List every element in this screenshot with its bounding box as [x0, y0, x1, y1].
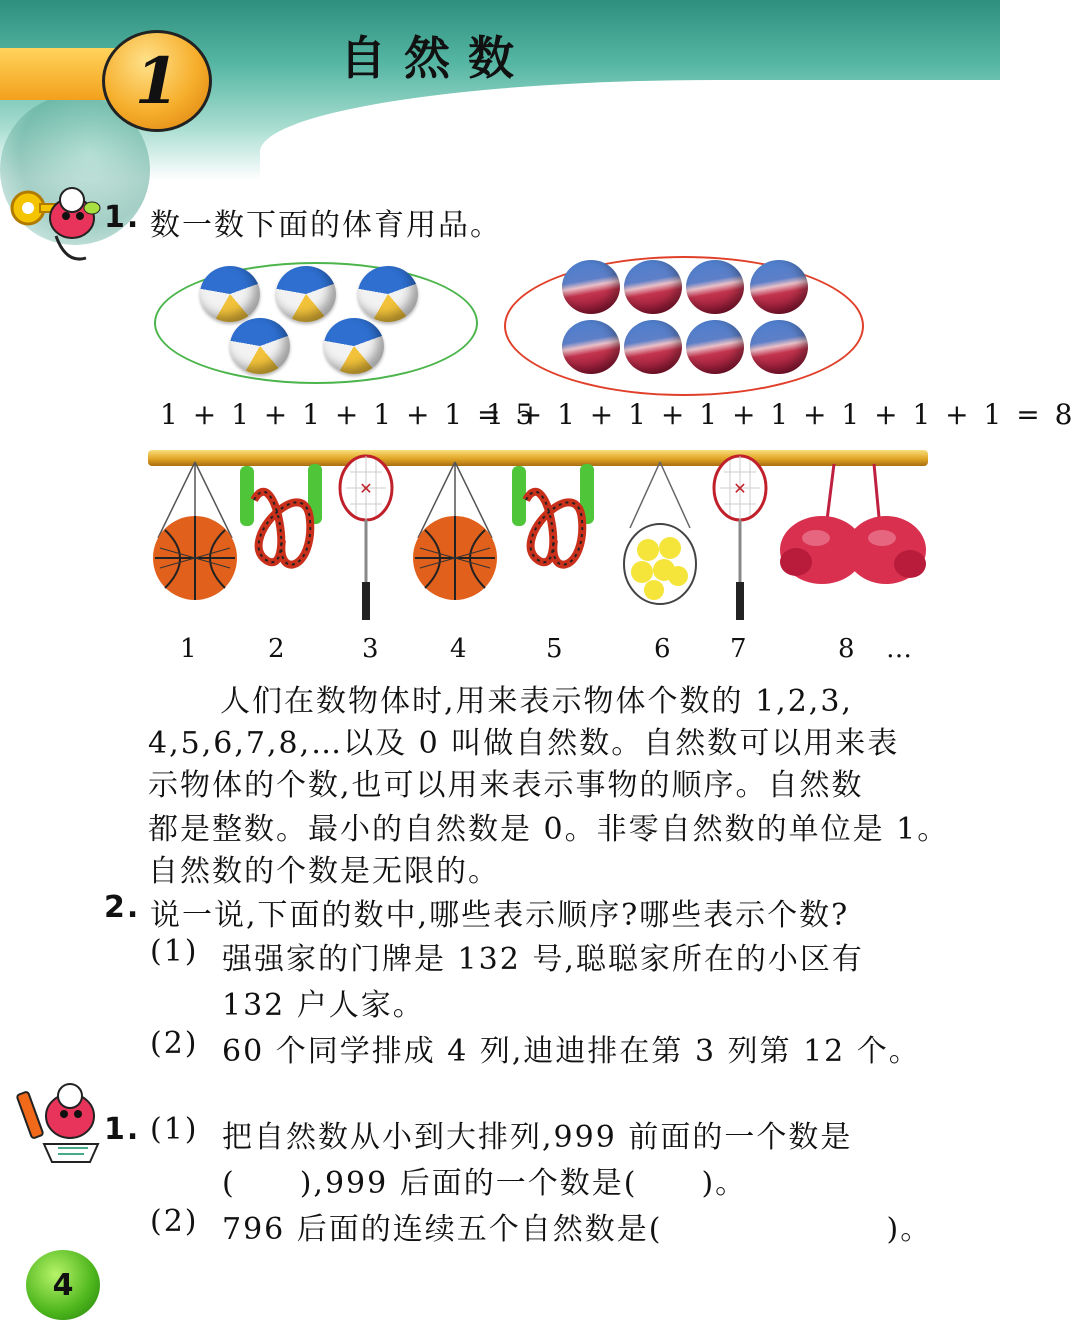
rubber-ball: [562, 260, 620, 314]
rubber-ball: [624, 260, 682, 314]
boxing-gloves-icon: [774, 458, 930, 594]
item-index: 6: [654, 634, 671, 664]
mascot-key-icon: [6, 186, 106, 270]
item-index: 1: [180, 634, 197, 664]
basketball-in-net-icon: [410, 458, 500, 608]
volleyball: [358, 266, 418, 322]
item-index: 4: [450, 634, 467, 664]
item-index: 3: [362, 634, 379, 664]
ball-group: [504, 256, 864, 396]
jump-rope-icon: [508, 460, 600, 580]
exercise-label: (2): [150, 1204, 199, 1239]
svg-text:✕: ✕: [359, 479, 373, 498]
badminton-racket-icon: [710, 452, 770, 624]
volleyball: [230, 318, 290, 374]
rubber-ball: [624, 320, 682, 374]
paragraph-line: 示物体的个数,也可以用来表示事物的顺序。自然数: [148, 768, 864, 803]
page-number-badge: [26, 1250, 100, 1320]
lesson-number-badge: [102, 30, 212, 132]
item-index: 5: [546, 634, 563, 664]
rubber-ball: [750, 320, 808, 374]
question-text: 60 个同学排成 4 列,迪迪排在第 3 列第 12 个。: [222, 1034, 921, 1069]
equation-right: 1 + 1 + 1 + 1 + 1 + 1 + 1 + 1 = 8: [486, 398, 1075, 431]
exercise-label: (1): [150, 1112, 199, 1147]
exercise-number: 1.: [104, 1112, 141, 1147]
rubber-ball: [750, 260, 808, 314]
paragraph-line: 人们在数物体时,用来表示物体个数的 1,2,3,: [220, 684, 853, 719]
mascot-pencil-icon: [18, 1082, 114, 1166]
exercise-text: 796 后面的连续五个自然数是( )。: [222, 1212, 933, 1247]
exercise-text: 把自然数从小到大排列,999 前面的一个数是: [222, 1120, 853, 1155]
page-title: 自然数: [340, 31, 532, 85]
page-number: 4: [52, 1267, 74, 1303]
volleyball: [276, 266, 336, 322]
volleyball: [200, 266, 260, 322]
item-index: 8: [838, 634, 855, 664]
question-text: 强强家的门牌是 132 号,聪聪家所在的小区有: [222, 942, 864, 977]
item-index: …: [886, 634, 912, 664]
question-label: (2): [150, 1026, 199, 1061]
svg-text:✕: ✕: [733, 479, 747, 498]
lesson-number: 1: [134, 43, 180, 119]
paragraph-line: 自然数的个数是无限的。: [148, 854, 500, 889]
jump-rope-icon: [236, 460, 328, 580]
header-wave: [260, 80, 1020, 200]
volleyball: [324, 318, 384, 374]
question-text: 132 户人家。: [222, 988, 425, 1023]
basketball-in-net-icon: [150, 458, 240, 608]
section1-number: 1.: [104, 200, 141, 235]
section1-prompt: 数一数下面的体育用品。: [150, 208, 502, 243]
item-index: 2: [268, 634, 285, 664]
item-index: 7: [730, 634, 747, 664]
exercise-text: ( ),999 后面的一个数是( )。: [222, 1166, 748, 1201]
badminton-racket-icon: [336, 452, 396, 624]
section2-number: 2.: [104, 890, 141, 925]
paragraph-line: 都是整数。最小的自然数是 0。非零自然数的单位是 1。: [148, 812, 950, 847]
question-label: (1): [150, 934, 199, 969]
paragraph-line: 4,5,6,7,8,…以及 0 叫做自然数。自然数可以用来表: [148, 726, 900, 761]
rubber-ball: [686, 320, 744, 374]
rubber-ball: [686, 260, 744, 314]
tennis-balls-in-net-icon: [620, 458, 700, 608]
equation-left: 1 + 1 + 1 + 1 + 1 = 5: [160, 398, 537, 431]
section2-prompt: 说一说,下面的数中,哪些表示顺序?哪些表示个数?: [150, 898, 850, 933]
rubber-ball: [562, 320, 620, 374]
